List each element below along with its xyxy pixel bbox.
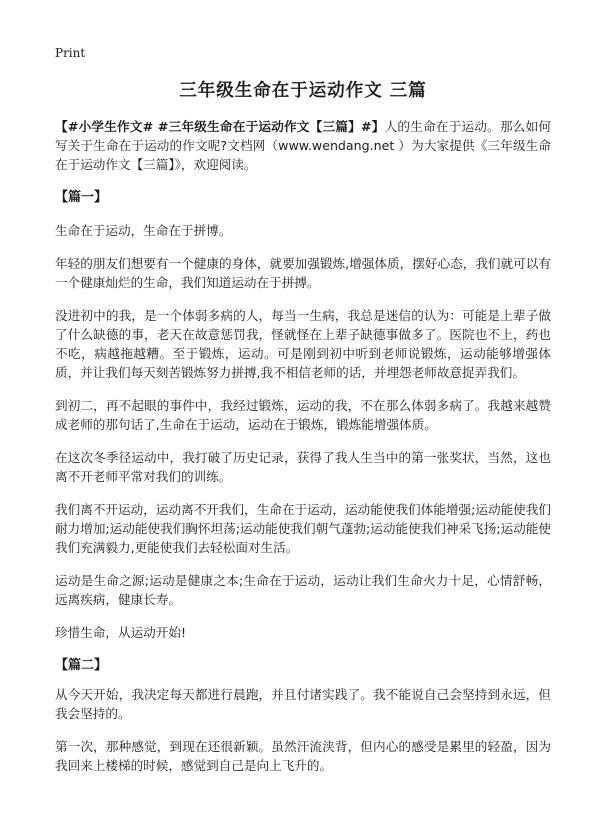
paragraph: 我们离不开运动，运动离不开我们，生命在于运动，运动能使我们体能增强;运动能使我们耐力增加;运动能使我们胸怀坦荡;运动能使我们朝气蓬勃;运动能使我们神采飞扬;运动能使我们充满毅力,更能使我们去轻松面对生活。 <box>55 502 551 555</box>
paragraph: 珍惜生命，从运动开始! <box>55 625 186 640</box>
paragraph: 第一次，那种感觉，到现在还很新颖。虽然汗流浃背，但内心的感受是累里的轻盈，因为我回来上楼梯的时候，感觉到自己是向上飞升的。 <box>55 739 551 773</box>
paragraph: 运动是生命之源;运动是健康之本;生命在于运动，运动让我们生命火力十足，心情舒畅，远离疾病，健康长寿。 <box>55 573 551 607</box>
page-title: 三年级生命在于运动作文 三篇 <box>179 81 427 101</box>
intro-text: 人的生命在于运动。那么如何写关于生命在于运动的作文呢?文档网（www.wendang.net ）为大家提供《三年级生命在于运动作文【三篇】》，欢迎阅读。 <box>55 119 552 172</box>
paragraph: 没进初中的我，是一个体弱多病的人，每当一生病，我总是迷信的认为：可能是上辈子做了什么缺德的事，老天在故意惩罚我，怪就怪在上辈子缺德事做多了。医院也不上，药也不吃，病越拖越糟。至于锻炼，运动。可是刚到初中听到老师说锻炼，运动能够增强体质，并让我们每天刻苦锻炼努力拼搏,我不相信老师的话，并埋怨老师故意捉弄我们。 <box>55 308 551 380</box>
document-body <box>55 80 551 775</box>
intro-bold-prefix: 【#小学生作文# #三年级生命在于运动作文【三篇】#】 <box>55 119 385 134</box>
intro-paragraph <box>55 117 551 174</box>
print-link[interactable]: Print <box>55 46 86 60</box>
paragraph: 到初二，再不起眼的事件中，我经过锻炼，运动的我，不在那么体弱多病了。我越来越赞成老师的那句话了,生命在于运动，运动在于锻炼，锻炼能增强体质。 <box>55 398 551 432</box>
paragraph: 从今天开始，我决定每天都进行晨跑，并且付诸实践了。我不能说自己会坚持到永远，但我会坚持的。 <box>55 687 551 721</box>
paragraph: 生命在于运动，生命在于拼博。 <box>55 223 232 238</box>
section-heading-1: 【篇一】 <box>55 190 108 205</box>
paragraph: 年轻的朋友们想要有一个健康的身体，就要加强锻炼,增强体质，摆好心态，我们就可以有一个健康灿烂的生命，我们知道运动在于拼搏。 <box>55 256 551 290</box>
section-heading-2: 【篇二】 <box>55 658 108 673</box>
paragraph: 在这次冬季径运动中，我打破了历史记录，获得了我人生当中的第一张奖状，当然，这也离不开老师平常对我们的训练。 <box>55 450 551 484</box>
